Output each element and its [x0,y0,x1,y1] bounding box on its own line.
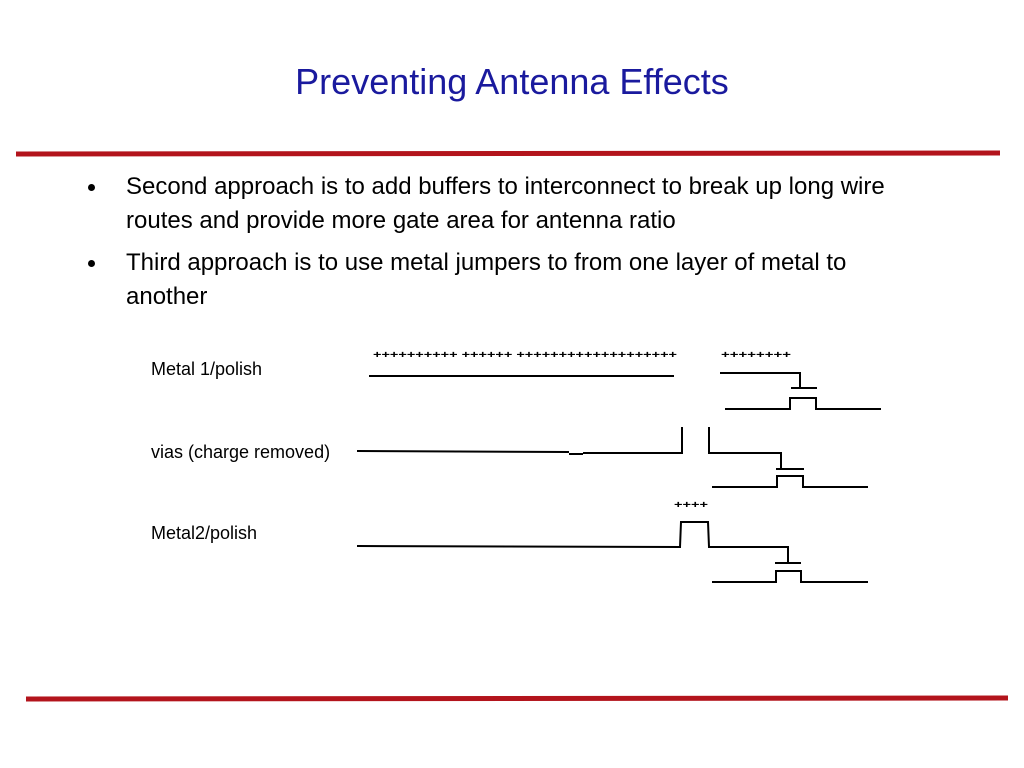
metal1-charges-short: ++++++++ [721,350,792,361]
vias-label: vias (charge removed) [151,442,331,462]
metal1-label: Metal 1/polish [151,359,263,379]
metal2-charges-jumper: ++++ [674,500,709,511]
slide-title: Preventing Antenna Effects [295,61,729,102]
vias-wire-left [358,451,568,452]
metal2-jumper [680,522,788,563]
bottom-divider [26,695,1008,701]
via-right [709,428,781,469]
row3-transistor-channel [713,571,867,582]
bullet-text: Third approach is to use metal jumpers to from one layer of metal to another [126,249,847,310]
bullet-text: Second approach is to add buffers to interconnect to break up long wire routes and provide more gate area for antenna ratio [126,173,885,234]
metal1-short-wire [721,373,800,388]
metal2-wire-left [358,546,680,547]
row2-transistor-channel [713,476,867,487]
metal1-charges-long: ++++++++++ ++++++ +++++++++++++++++++ [373,350,678,361]
row1-transistor-channel [726,398,880,409]
metal2-label: Metal2/polish [151,523,258,543]
